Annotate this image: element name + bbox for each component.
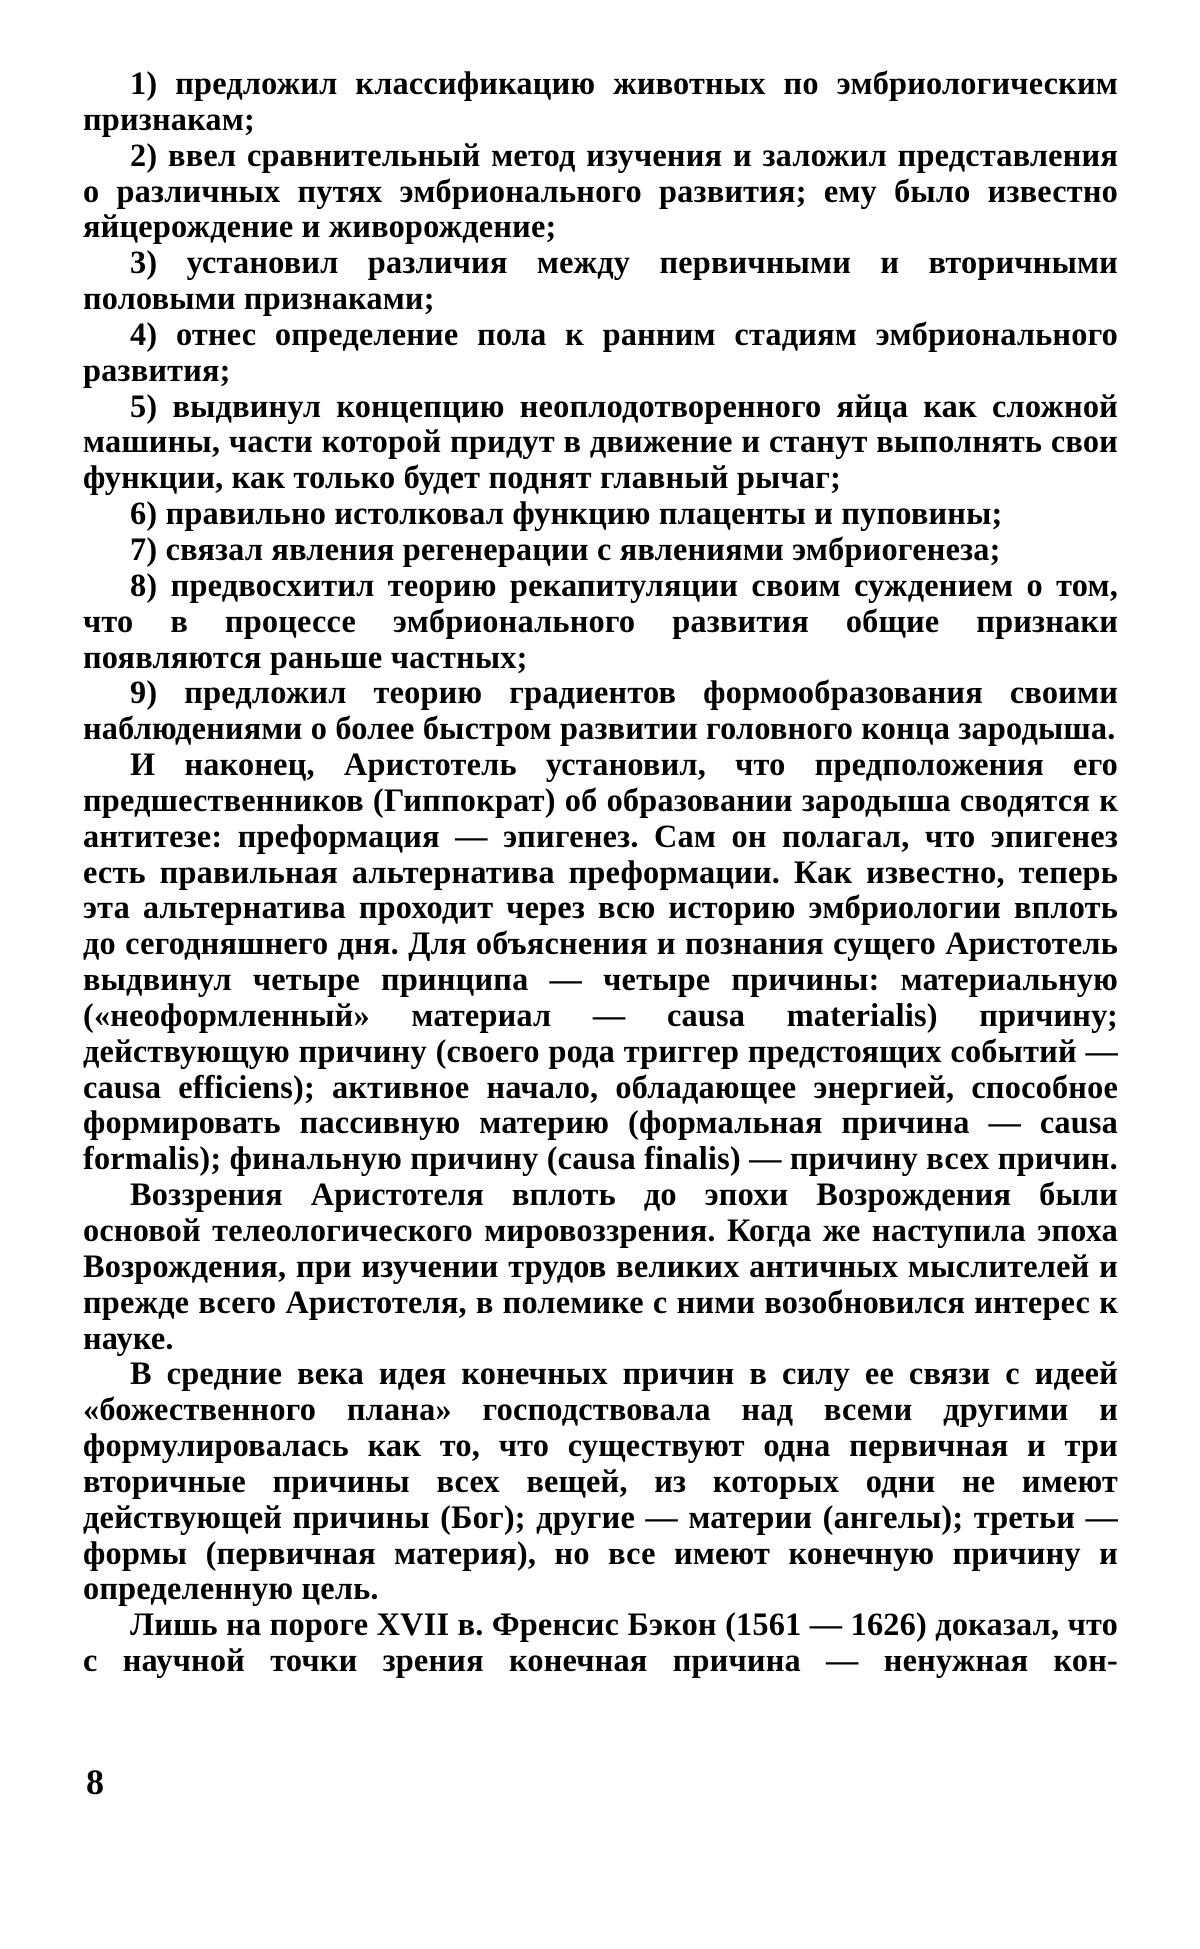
paragraph-bacon: Лишь на пороге XVII в. Френсис Бэкон (1561 — 1626) доказал, что с научной точки зрения конечная причина — ненужная кон- [83,1606,1118,1679]
list-item-7: 7) связал явления регенерации с явлениями эмбриогенеза; [130,530,1001,567]
paragraph-aristotle-causes: И наконец, Аристотель установил, что предположения его предшественников (Гиппократ) об образовании зародыша сводятся к антитезе: преформация — эпигенез. Сам он полагал, что эпигенез есть правильная альтернатива преформации. Как известно, теперь эта альтернатива проходит через всю историю эмбриологии вплоть до сегодняшнего дня. Для объяснения и познания сущего Аристотель выдвинул четыре принципа — четыре причины: материальную («неоформленный» материал — causa materialis) причину; действующую причину (своего рода триггер предстоящих событий — causa efficiens); активное начало, обладающее энергией, способное формировать пассивную материю (формальная причина — causa formalis); финальную причину (causa finalis) — причину всех причин. [83,746,1118,1177]
body-text [83,66,1118,1679]
list-item-6: 6) правильно истолковал функцию плаценты и пуповины; [130,495,1003,532]
list-item-2: 2) ввел сравнительный метод изучения и заложил представления о различных путях эмбрионального развития; ему было известно яйцерождение и живорождение; [83,136,1118,245]
list-item-1: 1) предложил классификацию животных по эмбриологическим признакам; [83,65,1118,137]
page-number: 8 [86,1762,104,1802]
list-item-9: 9) предложил теорию градиентов формообразования своими наблюдениями о более быстром развитии головного конца зародыша. [83,674,1118,747]
list-item-4: 4) отнес определение пола к ранним стадиям эмбрионального развития; [83,315,1118,388]
paragraph-middle-ages: В средние века идея конечных причин в силу ее связи с идеей «божественного плана» господствовала над всеми другими и формулировалась как то, что существуют одна первичная и три вторичные причины всех вещей, из которых одни не имеют действующей причины (Бог); другие — материи (ангелы); третьи — формы (первичная материя), но все имеют конечную причину и определенную цель. [83,1355,1118,1607]
list-item-3: 3) установил различия между первичными и вторичными половыми признаками; [83,244,1118,317]
list-item-8: 8) предвосхитил теорию рекапитуляции своим суждением о том, что в процессе эмбрионального развития общие признаки появляются раньше частных; [83,566,1118,675]
paragraph-renaissance: Воззрения Аристотеля вплоть до эпохи Возрождения были основой телеологического мировоззрения. Когда же наступила эпоха Возрождения, при изучении трудов великих античных мыслителей и прежде всего Аристотеля, в полемике с ними возобновился интерес к науке. [83,1176,1118,1356]
list-item-5: 5) выдвинул концепцию неоплодотворенного яйца как сложной машины, части которой придут в движение и станут выполнять свои функции, как только будет поднят главный рычаг; [83,387,1118,496]
